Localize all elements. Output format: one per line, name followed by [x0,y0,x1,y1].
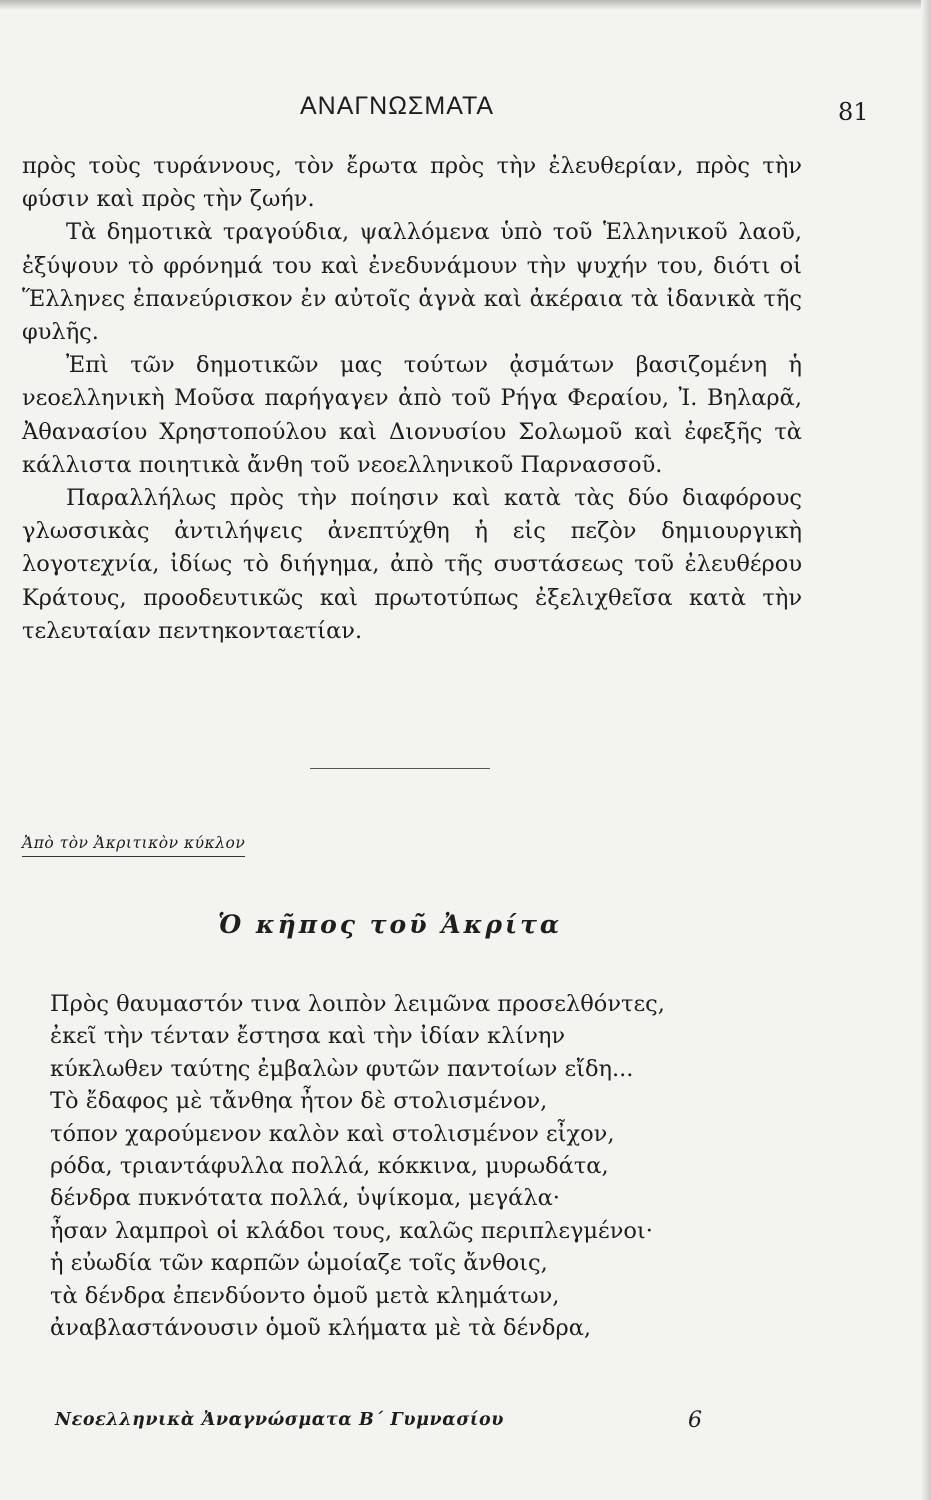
verse-line: κύκλωθεν ταύτης ἐμβαλὼν φυτῶν παντοίων εἴδη... [50,1055,634,1082]
page-edge-shadow-right [921,0,931,1500]
page-number: 81 [838,98,869,126]
page-edge-shadow [0,0,931,10]
verse-line: τόπον χαρούμενον καλὸν καὶ στολισμένον εἶχον, [50,1120,615,1147]
paragraph: πρὸς τοὺς τυράννους, τὸν ἔρωτα πρὸς τὴν ἐλευθερίαν, πρὸς τὴν φύσιν καὶ πρὸς τὴν ζωήν. [22,153,802,213]
paragraph: Τὰ δημοτικὰ τραγούδια, ψαλλόμενα ὑπὸ τοῦ Ἑλληνικοῦ λαοῦ, ἐξύψουν τὸ φρόνημά του καὶ ἐνεδυνάμουν τὴν ψυχήν του, διότι οἱ Ἕλληνες ἐπανεύρισκον ἐν αὐτοῖς ἁγνὰ καὶ ἀκέραια τὰ ἰδανικὰ τῆς φυλῆς. [22,219,802,346]
body-text [22,150,802,648]
verse-line: ἦσαν λαμπροὶ οἱ κλάδοι τους, καλῶς περιπλεγμένοι· [50,1217,653,1244]
verse-line: ἡ εὐωδία τῶν καρπῶν ὡμοίαζε τοῖς ἄνθοις, [50,1250,548,1277]
section-divider [310,768,490,769]
verse-line: Πρὸς θαυμαστόν τινα λοιπὸν λειμῶνα προσελθόντες, [50,991,665,1017]
section-label: Ἀπὸ τὸν Ἀκριτικὸν κύκλον [22,834,245,857]
verse-line: ἀναβλαστάνουσιν ὁμοῦ κλήματα μὲ τὰ δένδρα, [50,1315,592,1342]
running-title: ΑΝΑΓΝΩΣΜΑΤΑ [300,92,495,120]
poem [50,988,810,1344]
signature-mark: 6 [688,1408,702,1433]
verse-line: τὰ δένδρα ἐπενδύοντο ὁμοῦ μετὰ κλημάτων, [50,1282,560,1309]
poem-title: Ὁ κῆπος τοῦ Ἀκρίτα [217,910,563,939]
footer-book-title: Νεοελληνικὰ Ἀναγνώσματα Β΄ Γυμνασίου [55,1410,504,1430]
paragraph: Ἐπὶ τῶν δημοτικῶν μας τούτων ᾀσμάτων βασιζομένη ἡ νεοελληνικὴ Μοῦσα παρήγαγεν ἀπὸ τοῦ Ρήγα Φεραίου, Ἰ. Βηλαρᾶ, Ἀθανασίου Χρηστοπούλου καὶ Διονυσίου Σολωμοῦ καὶ ἐφεξῆς τὰ κάλλιστα ποιητικὰ ἄνθη τοῦ νεοελληνικοῦ Παρνασσοῦ. [22,352,802,478]
verse-line: ἐκεῖ τὴν τένταν ἔστησα καὶ τὴν ἰδίαν κλίνην [50,1023,566,1050]
verse-line: δένδρα πυκνότατα πολλά, ὑψίκομα, μεγάλα· [50,1185,560,1212]
verse-line: Τὸ ἔδαφος μὲ τἄνθηα ἦτον δὲ στολισμένον, [50,1088,548,1115]
paragraph: Παραλλήλως πρὸς τὴν ποίησιν καὶ κατὰ τὰς δύο διαφόρους γλωσσικὰς ἀντιλήψεις ἀνεπτύχθη ἡ εἰς πεζὸν δημιουργικὴ λογοτεχνία, ἰδίως τὸ διήγημα, ἀπὸ τῆς συστάσεως τοῦ ἐλευθέρου Κράτους, προοδευτικῶς καὶ πρωτοτύπως ἐξελιχθεῖσα κατὰ τὴν τελευταίαν πεντηκονταετίαν. [22,485,802,644]
verse-line: ρόδα, τριαντάφυλλα πολλά, κόκκινα, μυρωδάτα, [50,1153,609,1180]
